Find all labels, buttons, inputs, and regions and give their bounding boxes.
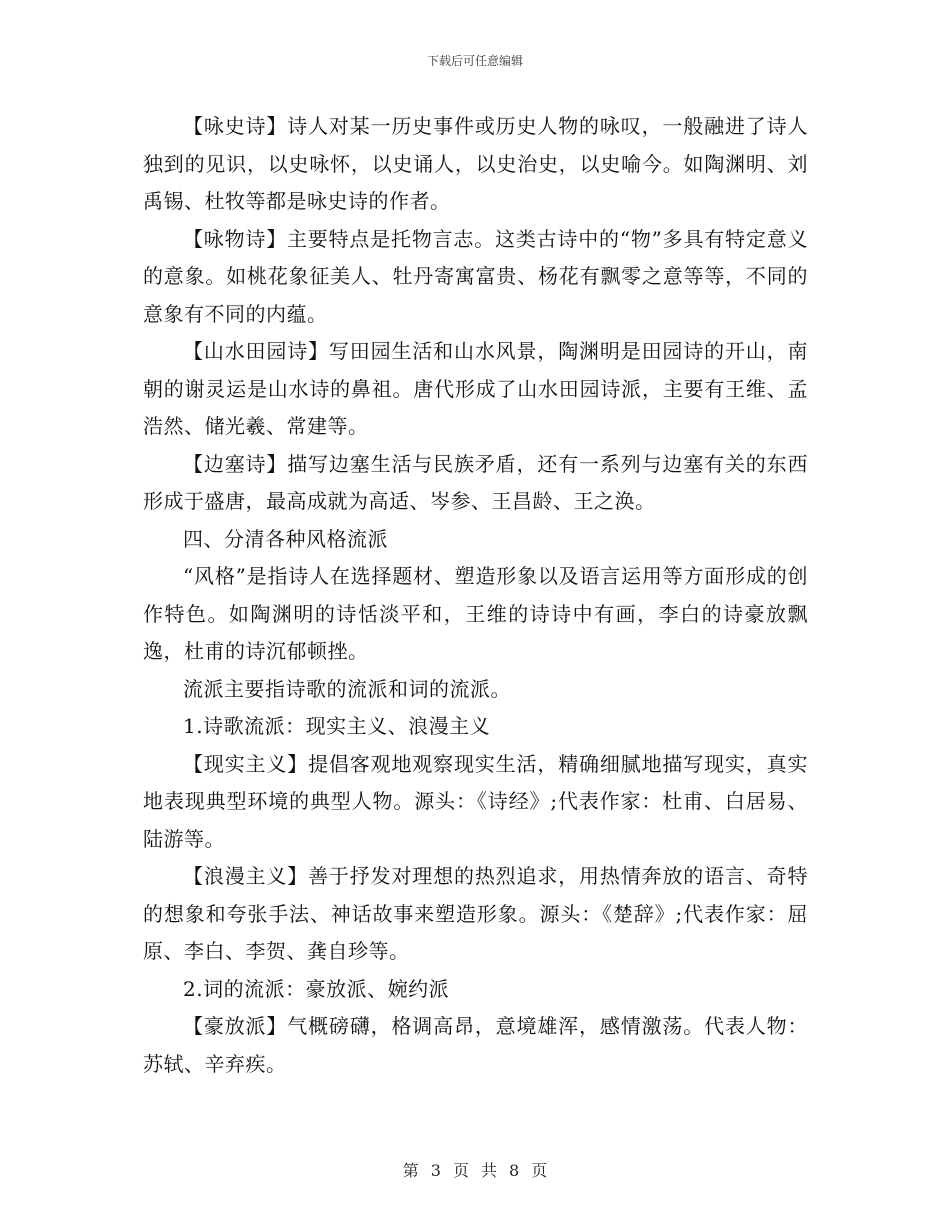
page-header: 下载后可任意编辑 <box>426 54 523 68</box>
subheading-ci-schools: 2.词的流派：豪放派、婉约派 <box>183 976 450 1001</box>
paragraph-style-definition: “风格”是指诗人在选择题材、塑造形象以及语言运用等方面形成的创作特色。如陶渊明的诗恬淡平和，王维的诗诗中有画，李白的诗豪放飘逸，杜甫的诗沉郁顿挫。 <box>143 564 808 663</box>
paragraph-romanticism: 【浪漫主义】善于抒发对理想的热烈追求，用热情奔放的语言、奇特的想象和夸张手法、神话故事来塑造形象。源头：《楚辞》;代表作家：屈原、李白、李贺、龚自珍等。 <box>143 864 808 963</box>
paragraph-yongshi: 【咏史诗】诗人对某一历史事件或历史人物的咏叹，一般融进了诗人独到的见识，以史咏怀，以史诵人，以史治史，以史喻今。如陶渊明、刘禹锡、杜牧等都是咏史诗的作者。 <box>143 114 808 213</box>
page-label: 页 <box>452 1161 469 1180</box>
current-page-number: 3 <box>430 1161 441 1180</box>
total-pages-number: 8 <box>509 1161 520 1180</box>
paragraph-yongwu: 【咏物诗】主要特点是托物言志。这类古诗中的“物”多具有特定意义的意象。如桃花象征美人、牡丹寄寓富贵、杨花有飘零之意等等，不同的意象有不同的内蕴。 <box>143 226 808 326</box>
paragraph-biansai: 【边塞诗】描写边塞生活与民族矛盾，还有一系列与边塞有关的东西形成于盛唐，最高成就为高适、岑参、王昌龄、王之涣。 <box>143 451 808 513</box>
paragraph-realism: 【现实主义】提倡客观地观察现实生活，精确细腻地描写现实，真实地表现典型环境的典型人物。源头：《诗经》;代表作家：杜甫、白居易、陆游等。 <box>143 751 808 851</box>
total-label: 页 <box>531 1161 548 1180</box>
document-body <box>143 108 808 1083</box>
paragraph-haofang: 【豪放派】气概磅礴，格调高昂，意境雄浑，感情激荡。代表人物：苏轼、辛弃疾。 <box>143 1014 808 1076</box>
total-prefix: 共 <box>481 1161 498 1180</box>
page-footer <box>0 1158 950 1181</box>
page-prefix: 第 <box>402 1161 419 1180</box>
subheading-poetry-schools: 1.诗歌流派：现实主义、浪漫主义 <box>183 714 491 738</box>
section-heading-style: 四、分清各种风格流派 <box>183 526 388 551</box>
paragraph-schools-intro: 流派主要指诗歌的流派和词的流派。 <box>183 676 511 701</box>
paragraph-shanshui: 【山水田园诗】写田园生活和山水风景，陶渊明是田园诗的开山，南朝的谢灵运是山水诗的鼻祖。唐代形成了山水田园诗派，主要有王维、孟浩然、储光羲、常建等。 <box>143 339 808 438</box>
